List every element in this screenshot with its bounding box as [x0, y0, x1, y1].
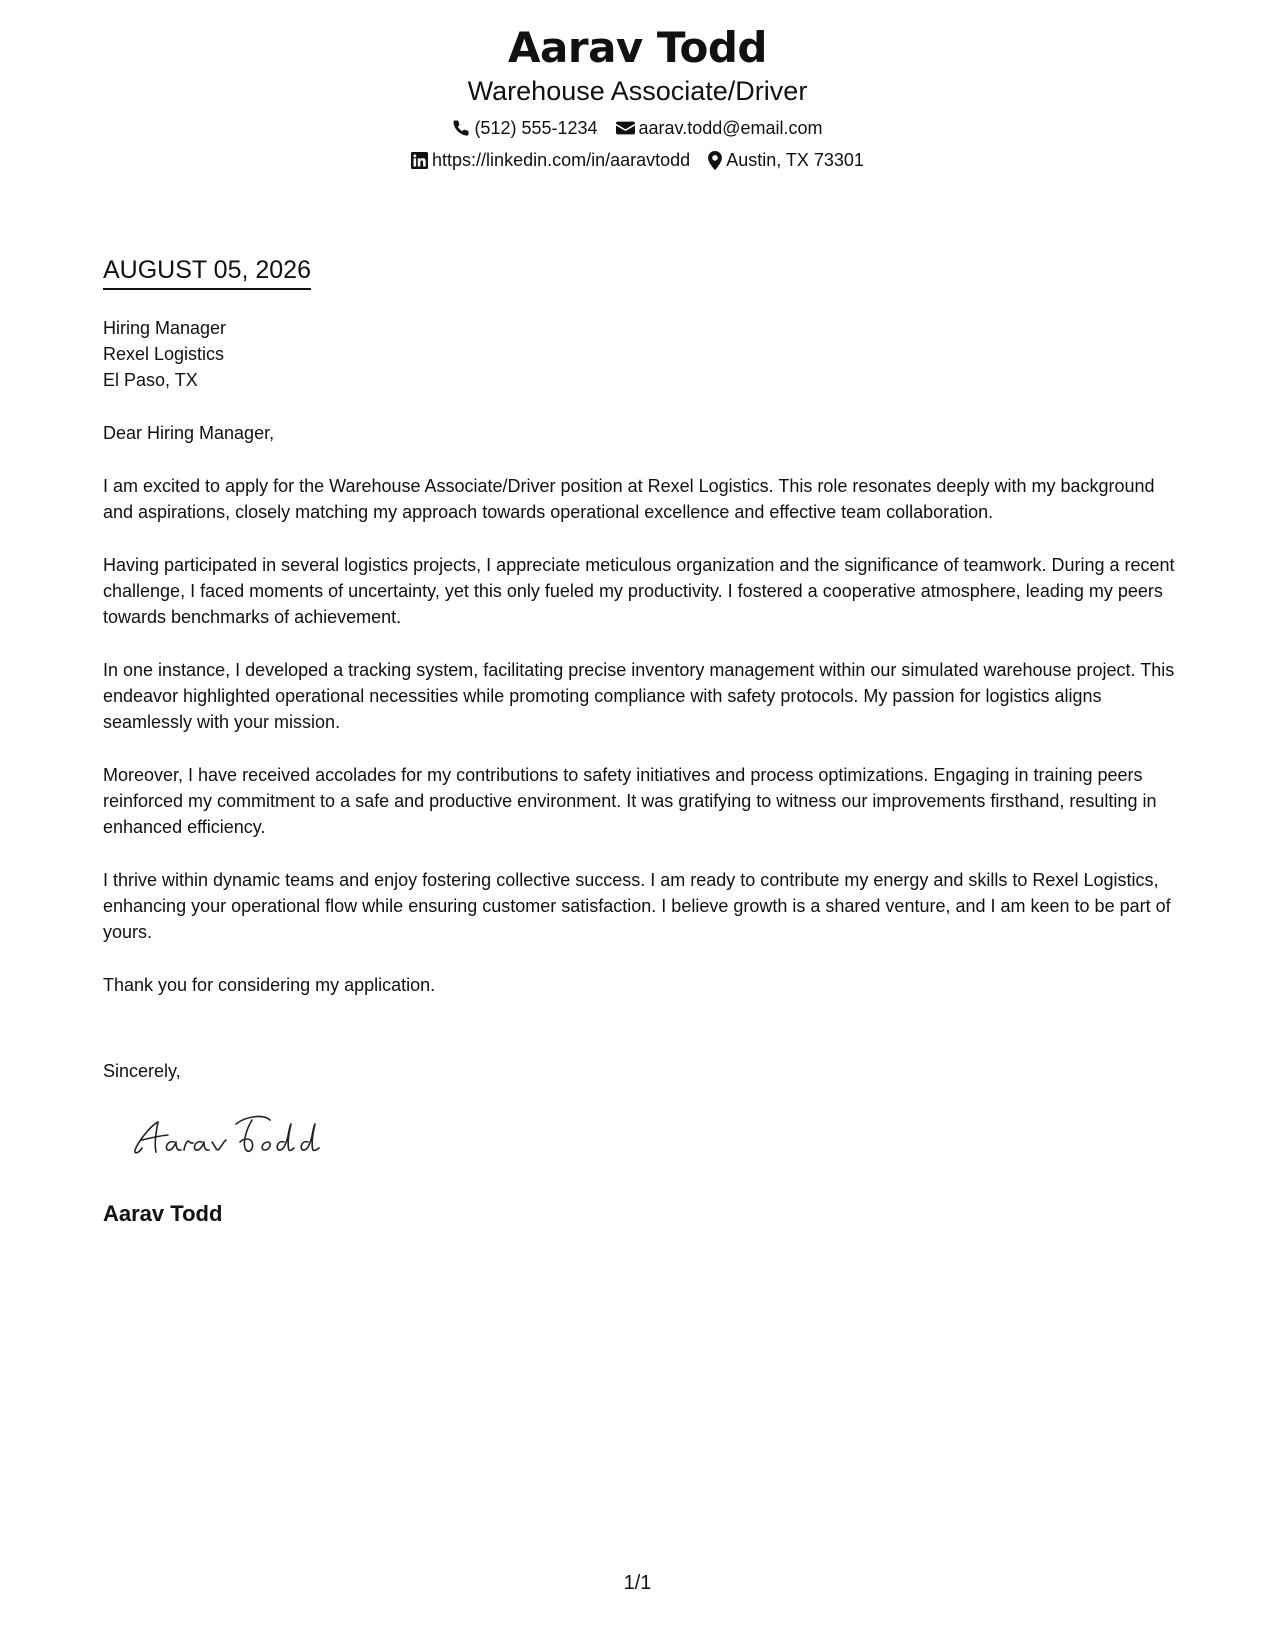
- page-number: 1/1: [623, 1572, 652, 1594]
- paragraph: I am excited to apply for the Warehouse Associate/Driver position at Rexel Logistics. This role resonates deeply with my background and aspirations, closely matching my approach towards operational excellence and effective team collaboration.: [103, 476, 1155, 522]
- recipient-title: Hiring Manager: [103, 318, 227, 338]
- letter-body: [103, 420, 1178, 1025]
- contact-row-2: [0, 148, 1275, 172]
- contact-row-1: [0, 116, 1275, 140]
- paragraph: I thrive within dynamic teams and enjoy fostering collective success. I am ready to contribute my energy and skills to Rexel Logistics, enhancing your operational flow while ensuring customer satisfaction. I believe growth is a shared venture, and I am keen to be part of yours.: [103, 870, 1171, 942]
- recipient-location: El Paso, TX: [103, 370, 198, 390]
- recipient-company: Rexel Logistics: [103, 344, 225, 364]
- contact-email[interactable]: [616, 116, 823, 140]
- location-text: Austin, TX 73301: [726, 150, 864, 170]
- email-link[interactable]: aarav.todd@email.com: [638, 118, 823, 138]
- paragraph: Thank you for considering my application.: [103, 975, 436, 995]
- handwritten-signature: [132, 1112, 332, 1160]
- signer-name: Aarav Todd: [103, 1201, 223, 1226]
- map-pin-icon: [708, 151, 722, 170]
- paragraph: In one instance, I developed a tracking system, facilitating precise inventory management within our simulated warehouse project. This endeavor highlighted operational necessities while promoting compliance with safety protocols. My passion for logistics aligns seamlessly with your mission.: [103, 660, 1175, 732]
- recipient-block: [103, 315, 226, 393]
- contact-phone: [452, 116, 597, 140]
- applicant-name: Aarav Todd: [508, 23, 767, 72]
- date-block: [103, 254, 311, 290]
- closing: Sincerely,: [103, 1061, 181, 1081]
- envelope-icon: [616, 120, 635, 136]
- contact-linkedin[interactable]: [411, 148, 690, 172]
- linkedin-icon: [411, 152, 428, 169]
- letter-header: [0, 22, 1275, 172]
- salutation: Dear Hiring Manager,: [103, 423, 275, 443]
- phone-text: (512) 555-1234: [474, 118, 598, 138]
- linkedin-link[interactable]: https://linkedin.com/in/aaravtodd: [432, 150, 691, 170]
- letter-date: AUGUST 05, 2026: [103, 254, 311, 290]
- applicant-role: Warehouse Associate/Driver: [467, 76, 808, 106]
- paragraph: Moreover, I have received accolades for my contributions to safety initiatives and process optimizations. Engaging in training peers reinforced my commitment to a safe and productive environment. It was gratifying to witness our improvements firsthand, resulting in enhanced efficiency.: [103, 765, 1157, 837]
- phone-icon: [452, 119, 470, 137]
- paragraph: Having participated in several logistics projects, I appreciate meticulous organization and the significance of teamwork. During a recent challenge, I faced moments of uncertainty, yet this only fueled my productivity. I fostered a cooperative atmosphere, leading my peers towards benchmarks of achievement.: [103, 555, 1175, 627]
- contact-location: [708, 148, 864, 172]
